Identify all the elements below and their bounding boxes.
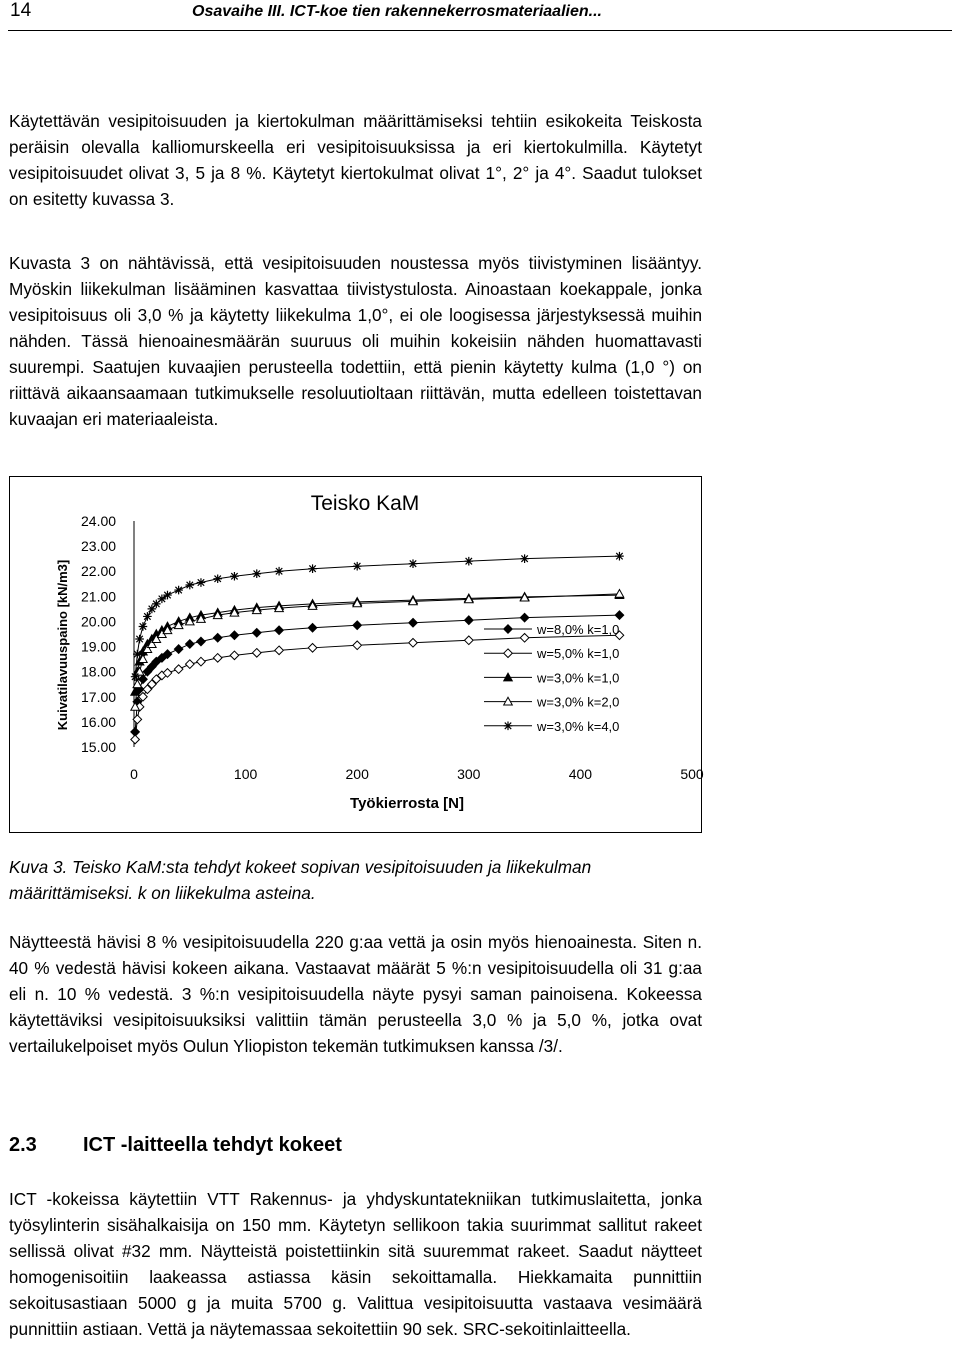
- y-tick-label: 17.00: [81, 688, 117, 705]
- data-point: [143, 612, 152, 621]
- page-number: 14: [10, 0, 32, 21]
- paragraph-3: Näytteestä hävisi 8 % vesipitoisuudella 220 g:aa vettä ja osin myös hienoainesta. Siten n. 40 % vedestä hävisi kokeen aikana. Vastaavat määrät 5 %:n vesipitoisuudella oli 31 g:aa eli n. 10 % vedestä. 3 %:n vesipitoisuudella näyte pysyi saman painoisena. Kokeessa käytettäviksi vesipitoisuuksiksi valittiin tämän perusteella 3,0 % ja 5,0 %, jotka ovat vertailukelpoiset myös Oulun Yliopiston tekemän tutkimuksen kanssa /3/.: [9, 932, 702, 1056]
- legend-marker: [504, 722, 513, 731]
- data-point: [213, 633, 222, 642]
- x-tick-label: 300: [457, 766, 481, 782]
- data-point: [252, 649, 261, 658]
- data-point: [409, 559, 418, 568]
- data-point: [139, 622, 148, 631]
- data-point: [520, 613, 529, 622]
- data-point: [353, 621, 362, 630]
- data-point: [230, 651, 239, 660]
- y-tick-label: 18.00: [81, 663, 117, 680]
- running-title: Osavaihe III. ICT-koe tien rakennekerrosmateriaalien...: [192, 3, 602, 20]
- section-number: 2.3: [9, 1134, 37, 1156]
- chart-title: Teisko KaM: [310, 492, 420, 515]
- y-tick-label: 23.00: [81, 538, 117, 555]
- data-point: [174, 586, 183, 595]
- y-tick-label: 24.00: [81, 513, 117, 529]
- data-point: [186, 640, 195, 649]
- data-point: [308, 644, 317, 653]
- data-point: [163, 591, 172, 600]
- data-point: [465, 557, 474, 566]
- data-point: [158, 595, 167, 604]
- data-point: [520, 554, 529, 563]
- data-point: [252, 569, 261, 578]
- legend-label: w=3,0% k=2,0: [537, 694, 620, 710]
- data-point: [197, 578, 206, 587]
- x-tick-label: 400: [568, 766, 593, 782]
- x-tick-label: 0: [130, 766, 138, 782]
- paragraph-4: ICT -kokeissa käytettiin VTT Rakennus- ja yhdyskuntatekniikan tutkimuslaitetta, jonka työsylinterin sisähalkaisija on 150 mm. Käytetyn sellikoon takia suurimmat sallitut rakeet sellissä olivat #32 mm. Näytteistä poistettiinkin sitä suuremmat rakeet. Saadut näytteet homogenisoitiin laakeassa astiassa käsin sekoittamalla. Hiekkamaita punnittiin sekoitusastiaan 5000 g ja muita 5700 g. Valittua vesipitoisuutta vastaava vesimäärä punnittiin astiaan. Vettä ja näytemassaa sekoitettiin 90 sek. SRC-sekoitinlaitteella.: [9, 1189, 702, 1339]
- paragraph-1: Käytettävän vesipitoisuuden ja kiertokulman määrittämiseksi tehtiin esikokeita Teiskosta peräisin olevalla kalliomurskeella eri vesipitoisuuksissa ja eri kiertokulmilla. Käytetyt vesipitoisuudet olivat 3, 5 ja 8 %. Käytetyt kiertokulmat olivat 1°, 2° ja 4°. Saadut tulokset on esitetty kuvassa 3.: [9, 111, 702, 209]
- data-point: [139, 675, 148, 684]
- y-tick-label: 19.00: [81, 638, 117, 655]
- data-point: [308, 623, 317, 632]
- x-tick-label: 500: [680, 766, 704, 782]
- data-point: [174, 645, 183, 654]
- data-point: [615, 552, 624, 561]
- data-point: [409, 618, 418, 627]
- y-tick-label: 15.00: [81, 739, 117, 755]
- data-point: [308, 564, 317, 573]
- data-point: [135, 635, 144, 644]
- data-point: [131, 735, 140, 744]
- figure-caption: Kuva 3. Teisko KaM:sta tehdyt kokeet sopivan vesipitoisuuden ja liikekulman määrittämiseksi. k on liikekulma asteina.: [9, 857, 592, 903]
- header-rule: [8, 30, 952, 31]
- paragraph-2: Kuvasta 3 on nähtävissä, että vesipitoisuuden noustessa myös tiivistyminen lisääntyy. Myöskin liikekulman lisääminen kasvattaa tiivistystulosta. Ainoastaan koekappale, jonka vesipitoisuus oli 3,0 % ja käytetty liikekulma 1,0°, ei ole loogisessa järjestyksessä muihin nähden. Tässä hienoainesmäärän suuruus oli muihin kokeisiin nähden huomattavasti suurempi. Saatujen kuvaajien perusteella todettiin, että pienin käytetty kulma (1,0 °) on riittävä aikaansaamaan tutkimukselle resoluutioltaan riittävän, mutta edelleen toistettavan kuvaajan eri materiaaleista.: [9, 253, 702, 429]
- data-point: [197, 657, 206, 666]
- data-point: [353, 562, 362, 571]
- section-title: ICT -laitteella tehdyt kokeet: [83, 1134, 342, 1156]
- data-point: [252, 628, 261, 637]
- data-point: [615, 611, 624, 620]
- data-point: [615, 590, 624, 598]
- legend-label: w=3,0% k=1,0: [537, 670, 620, 686]
- y-tick-label: 22.00: [81, 563, 117, 580]
- y-tick-label: 21.00: [81, 588, 117, 605]
- legend-label: w=5,0% k=1,0: [537, 646, 620, 662]
- x-axis-label: Työkierrosta [N]: [350, 795, 464, 812]
- legend-label: w=8,0% k=1,0: [537, 622, 620, 637]
- data-point: [353, 641, 362, 650]
- x-tick-label: 100: [233, 766, 258, 782]
- data-point: [275, 646, 284, 655]
- figure-3-box: [9, 476, 702, 833]
- data-point: [465, 636, 474, 645]
- y-tick-label: 16.00: [81, 713, 117, 730]
- data-point: [174, 665, 183, 674]
- legend-label: w=3,0% k=4,0: [537, 718, 620, 734]
- data-point: [186, 660, 195, 669]
- section-heading: [9, 1134, 342, 1157]
- x-tick-label: 200: [345, 766, 369, 782]
- page-header: [8, 0, 952, 28]
- data-point: [197, 637, 206, 646]
- data-point: [409, 638, 418, 647]
- legend-marker: [504, 649, 513, 658]
- data-point: [213, 654, 222, 663]
- data-point: [131, 672, 140, 681]
- legend-marker: [504, 625, 513, 634]
- y-axis-label: Kuivatilavuuspaino [kN/m3]: [55, 559, 70, 731]
- data-point: [230, 631, 239, 640]
- data-point: [465, 616, 474, 625]
- data-point: [213, 574, 222, 583]
- data-point: [230, 572, 239, 581]
- y-tick-label: 20.00: [81, 613, 117, 630]
- data-point: [275, 626, 284, 635]
- data-point: [186, 581, 195, 590]
- chart: [10, 477, 704, 832]
- data-point: [275, 567, 284, 576]
- data-point: [520, 633, 529, 642]
- data-point: [133, 650, 142, 659]
